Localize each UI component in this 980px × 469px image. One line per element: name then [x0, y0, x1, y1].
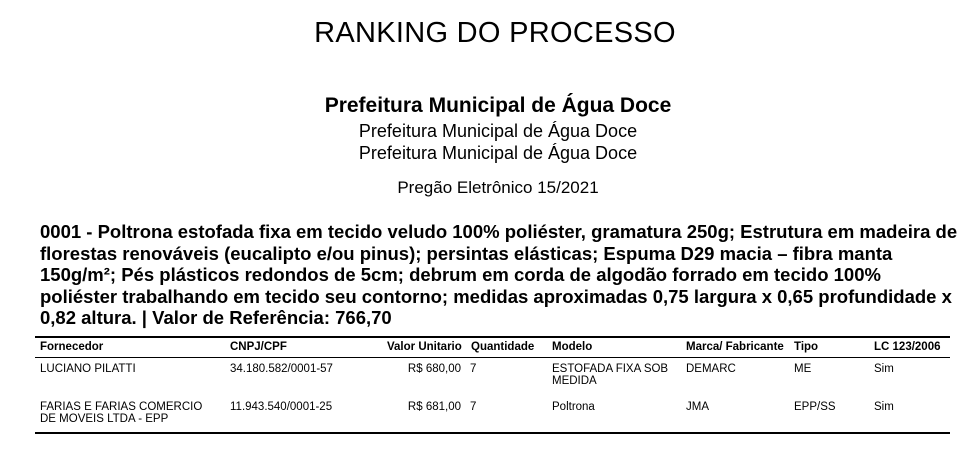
cell-tipo: ME	[794, 363, 812, 375]
cell-cnpj: 34.180.582/0001-57	[230, 363, 333, 375]
cell-valor-unitario: R$ 680,00	[407, 363, 461, 375]
header-cnpj: CNPJ/CPF	[230, 341, 287, 353]
header-marca-fabricante: Marca/ Fabricante	[686, 341, 784, 353]
organization-line-2: Prefeitura Municipal de Água Doce	[358, 143, 638, 163]
table-header	[35, 336, 950, 358]
header-fornecedor: Fornecedor	[40, 341, 104, 353]
organization-line-1: Prefeitura Municipal de Água Doce	[358, 121, 638, 141]
header-modelo: Modelo	[552, 341, 593, 353]
header-valor-unitario: Valor Unitario	[387, 341, 462, 353]
cell-lc: Sim	[874, 363, 894, 375]
cell-quantidade: 7	[470, 363, 477, 375]
cell-marca: JMA	[686, 401, 709, 413]
cell-quantidade: 7	[470, 401, 477, 413]
cell-fornecedor: LUCIANO PILATTI	[40, 363, 136, 375]
cell-modelo: ESTOFADA FIXA SOB MEDIDA	[552, 363, 669, 387]
organization-name: Prefeitura Municipal de Água Doce	[324, 94, 672, 117]
item-description: 0001 - Poltrona estofada fixa em tecido veludo 100% poliéster, gramatura 250g; Estrutura em madeira de florestas renováveis (eucalipto e/ou pinus); persintas elásticas; Espuma D29 macia – fibra manta 150g/m²; Pés plásticos redondos de 5cm; debrum em corda de algodão forrado em tecido 100% poliéster trabalhando em tecido seu contorno; medidas aproximadas 0,75 largura x 0,65 profundidade x 0,82 altura. | Valor de Referência: 766,70	[40, 221, 958, 328]
page-title: RANKING DO PROCESSO	[314, 17, 676, 49]
header-tipo: Tipo	[794, 341, 819, 353]
cell-tipo: EPP/SS	[794, 401, 836, 413]
cell-valor-unitario: R$ 681,00	[407, 401, 461, 413]
cell-modelo: Poltrona	[552, 401, 595, 413]
process-identifier: Pregão Eletrônico 15/2021	[397, 178, 599, 197]
table-bottom-rule	[35, 432, 950, 434]
cell-lc: Sim	[874, 401, 894, 413]
header-lc: LC 123/2006	[874, 341, 941, 353]
cell-cnpj: 11.943.540/0001-25	[230, 401, 333, 413]
cell-marca: DEMARC	[686, 363, 736, 375]
header-quantidade: Quantidade	[471, 341, 535, 353]
cell-fornecedor: FARIAS E FARIAS COMERCIO DE MOVEIS LTDA - EPP	[40, 401, 203, 425]
